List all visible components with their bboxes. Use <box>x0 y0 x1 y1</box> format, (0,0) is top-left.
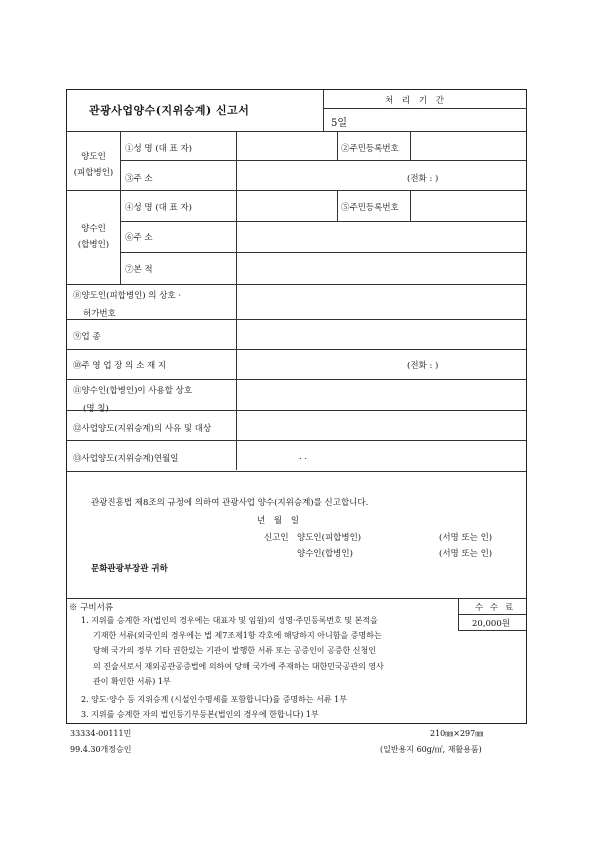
location-label: ⑩주 영 업 장 의 소 재 지 <box>73 361 167 371</box>
transferee-signature-label: 양수인(합병인) <box>297 549 353 559</box>
transferor-name-label: ①성 명 (대 표 자) <box>125 144 192 154</box>
fee-value: 20,000원 <box>472 619 510 629</box>
transferee-name-label: ④성 명 (대 표 자) <box>125 203 192 213</box>
document-item-3: 3. 지위를 승계한 자의 법인등기부등본(법인의 경우에 한합니다) 1부 <box>81 710 319 719</box>
business-type-field[interactable] <box>237 320 526 348</box>
trade-name-label: ⑧양도인(피합병인) 의 상호 · 허가번호 <box>73 291 182 319</box>
transfer-date-label: ⑬사업양도(지위승계)연월일 <box>73 454 179 464</box>
form-code: 33334-00111민 <box>70 729 132 738</box>
transferee-domicile-label: ⑦본 적 <box>125 265 153 275</box>
documents-heading: ※ 구비서류 <box>69 603 114 613</box>
location-phone-label: (전화 : ) <box>407 361 439 371</box>
transferor-resident-field[interactable] <box>411 132 526 159</box>
processing-period-label: 처 리 기 간 <box>385 96 447 106</box>
declaration-statement: 관광진흥법 제8조의 규정에 의하여 관광사업 양수(지위승계)를 신고합니다. <box>91 498 369 508</box>
approval-date: 99.4.30개정승인 <box>70 745 132 754</box>
applicant-label: 신고인 <box>264 533 289 543</box>
location-field[interactable] <box>237 350 397 378</box>
trade-name-field[interactable] <box>237 285 526 318</box>
addressee: 문화관광부장관 귀하 <box>91 564 168 574</box>
transferee-address-label: ⑥주 소 <box>125 233 153 243</box>
transferor-group-label: 양도인 (피합병인) <box>73 152 114 178</box>
transferor-signature-label: 양도인(피합병인) <box>297 533 362 543</box>
transferor-sign-note[interactable]: (서명 또는 인) <box>439 533 493 543</box>
document-item-1: 1. 지위를 승계한 자(법인의 경우에는 대표자 및 임원)의 성명·주민등록번호 및 본적을 기재한 서류(외국인의 경우에는 법 제7조제1항 각호에 해당하지 아니함을 증명하는 당해 국가의 정부 기타 권한있는 기관이 발행한 서류 또는 공증인이 공증한 신청인 의 진술서로서 재외공관공증법에 의하여 당해 국가에 주재하는 대한민국공관의 영사 관이 확인한 서류) 1부 <box>81 616 384 686</box>
paper-spec: (일반용지 60g/㎡, 재활용품) <box>380 745 482 754</box>
declaration-date[interactable]: 년 월 일 <box>257 516 300 526</box>
transferee-group-label: 양수인 (합병인) <box>77 224 110 250</box>
document-item-2: 2. 양도·양수 등 지위승계 (시설인수명세를 포함합니다)를 증명하는 서류 1부 <box>81 695 347 704</box>
transferee-resident-field[interactable] <box>411 191 526 220</box>
new-trade-name-label: ⑪양수인(합병인)이 사용할 상호 (명 칭) <box>73 386 193 414</box>
paper-size: 210㎜×297㎜ <box>430 729 484 738</box>
transferee-address-field[interactable] <box>237 222 526 251</box>
transferor-resident-label: ②주민등록번호 <box>341 144 399 154</box>
fee-label: 수 수 료 <box>475 603 516 613</box>
business-type-label: ⑨업 종 <box>73 332 101 342</box>
transferee-name-field[interactable] <box>237 191 337 220</box>
transferor-address-label: ③주 소 <box>125 174 153 184</box>
transferor-address-field[interactable] <box>237 161 397 189</box>
new-trade-name-field[interactable] <box>237 380 526 409</box>
transferee-sign-note[interactable]: (서명 또는 인) <box>439 549 493 559</box>
application-form <box>66 89 527 724</box>
transferee-resident-label: ⑤주민등록번호 <box>341 203 399 213</box>
transferor-phone-label: (전화 : ) <box>407 174 439 184</box>
transfer-reason-label: ⑫사업양도(지위승계)의 사유 및 대상 <box>73 424 212 434</box>
transferee-domicile-field[interactable] <box>237 253 526 283</box>
form-title: 관광사업양수(지위승계) 신고서 <box>89 104 250 117</box>
processing-period-value: 5일 <box>331 118 348 129</box>
transfer-date-field[interactable]: . . <box>299 452 308 462</box>
transferor-name-field[interactable] <box>237 132 337 159</box>
transfer-reason-field[interactable] <box>237 411 526 439</box>
